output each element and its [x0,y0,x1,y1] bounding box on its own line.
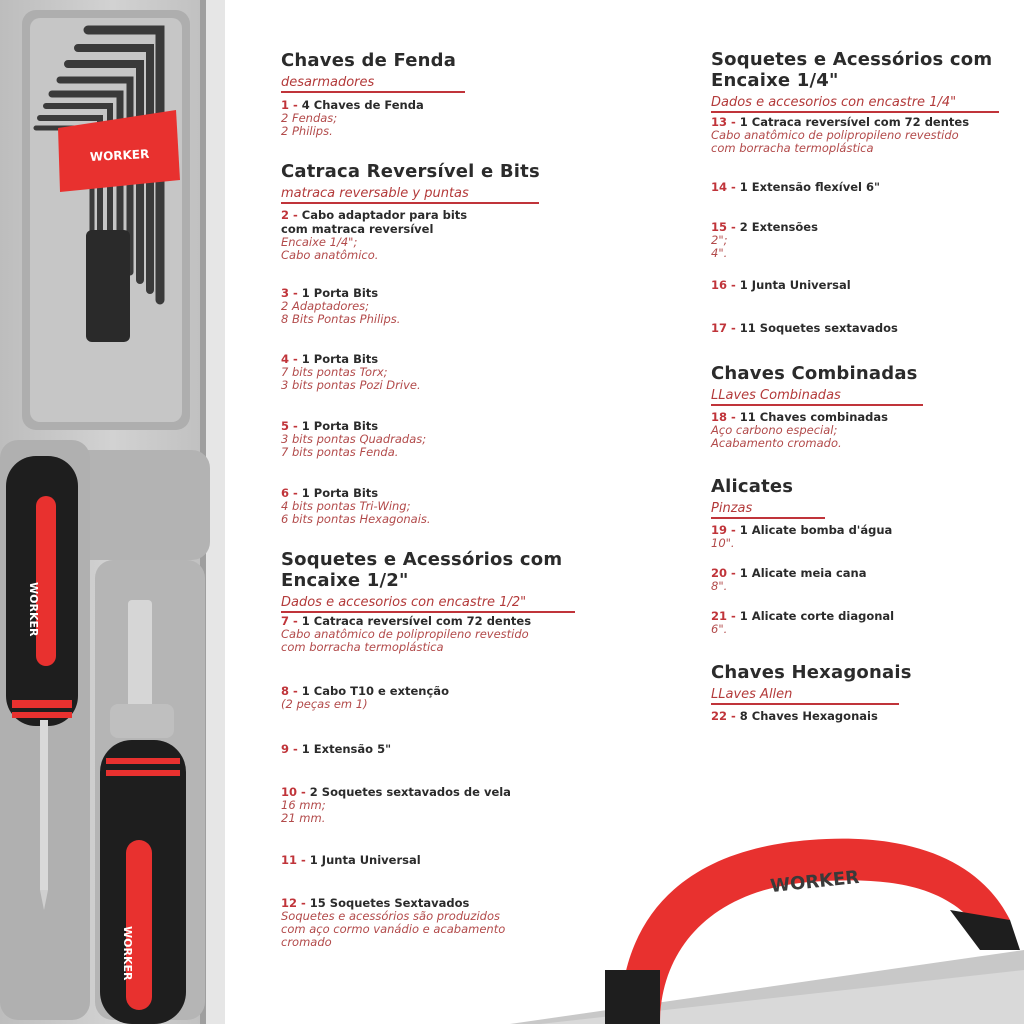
item-detail: Soquetes e acessórios são produzidos com aço cormo vanádio e acabamento cromado [281,909,506,949]
item-detail: Cabo anatômico de polipropileno revestido com borracha termoplástica [281,627,529,654]
section-title: Soquetes e Acessórios com Encaixe 1/2" [281,549,563,591]
list-item: 14 - 1 Extensão flexível 6" [711,180,880,194]
list-item: 18 - 11 Chaves combinadas Aço carbono especial; Acabamento cromado. [711,410,1011,450]
section-chaves-de-fenda [281,50,601,93]
item-detail: 3 bits pontas Quadradas; 7 bits pontas Fenda. [281,432,427,459]
section-subtitle: Dados e accesorios con encastre 1/4" [711,95,999,113]
item-text: 2 Soquetes sextavados de vela [309,785,511,799]
list-item: 6 - 1 Porta Bits 4 bits pontas Tri-Wing; 6 bits pontas Hexagonais. [281,486,601,526]
item-number: 18 [711,410,728,424]
item-detail: 6". [711,622,728,636]
list-item: 5 - 1 Porta Bits 3 bits pontas Quadradas; 7 bits pontas Fenda. [281,419,601,459]
item-number: 17 [711,321,728,335]
list-item: 22 - 8 Chaves Hexagonais [711,709,878,723]
item-number: 3 [281,286,290,300]
item-number: 1 [281,98,290,112]
item-number: 16 [711,278,728,292]
section-soquetes-1-4 [711,49,1011,113]
item-number: 11 [281,853,298,867]
item-text: 1 Porta Bits [301,352,379,366]
section-catraca-reversivel [281,161,601,204]
section-subtitle: desarmadores [281,75,465,93]
item-number: 15 [711,220,728,234]
item-detail: 2"; 4". [711,233,728,260]
list-item: 7 - 1 Catraca reversível com 72 dentes Cabo anatômico de polipropileno revestido com borracha termoplástica [281,614,601,654]
item-number: 9 [281,742,290,756]
item-text: 1 Alicate bomba d'água [739,523,893,537]
item-text: 1 Extensão flexível 6" [739,180,880,194]
item-text: 1 Alicate meia cana [739,566,867,580]
section-alicates [711,476,1011,519]
item-detail: (2 peças em 1) [281,697,368,711]
item-text: 11 Soquetes sextavados [739,321,898,335]
item-detail: 10". [711,536,735,550]
section-title: Chaves Hexagonais [711,662,912,683]
item-detail: Encaixe 1/4"; Cabo anatômico. [281,235,379,262]
item-number: 19 [711,523,728,537]
list-item: 15 - 2 Extensões 2"; 4". [711,220,1011,260]
list-item: 21 - 1 Alicate corte diagonal 6". [711,609,1011,636]
item-text: 1 Junta Universal [739,278,851,292]
section-subtitle: Pinzas [711,501,825,519]
list-item: 12 - 15 Soquetes Sextavados Soquetes e acessórios são produzidos com aço cormo vanádio e acabamento cromado [281,896,601,949]
item-text: 1 Cabo T10 e extenção [301,684,449,698]
item-text: Cabo adaptador para bits com matraca reversível [281,208,468,236]
item-number: 12 [281,896,298,910]
tool-case-image [0,0,225,1024]
item-text: 1 Porta Bits [301,419,379,433]
item-text: 1 Alicate corte diagonal [739,609,895,623]
item-text: 1 Catraca reversível com 72 dentes [301,614,532,628]
list-item: 13 - 1 Catraca reversível com 72 dentes Cabo anatômico de polipropileno revestido com borracha termoplástica [711,115,1011,155]
item-number: 21 [711,609,728,623]
item-number: 13 [711,115,728,129]
item-number: 2 [281,208,290,222]
item-number: 5 [281,419,290,433]
item-text: 11 Chaves combinadas [739,410,888,424]
list-item: 16 - 1 Junta Universal [711,278,851,292]
item-text: 8 Chaves Hexagonais [739,709,878,723]
item-detail: Aço carbono especial; Acabamento cromado. [711,423,842,450]
list-item: 19 - 1 Alicate bomba d'água 10". [711,523,1011,550]
section-title: Chaves de Fenda [281,50,457,71]
item-text: 1 Porta Bits [301,486,379,500]
section-title: Chaves Combinadas [711,363,918,384]
item-text: 15 Soquetes Sextavados [309,896,470,910]
list-item: 2 - Cabo adaptador para bits com matraca reversível Encaixe 1/4"; Cabo anatômico. [281,208,601,262]
screwdriver-brand-label: WORKER [27,582,40,637]
list-item: 3 - 1 Porta Bits 2 Adaptadores; 8 Bits Pontas Philips. [281,286,601,326]
list-item: 4 - 1 Porta Bits 7 bits pontas Torx; 3 bits pontas Pozi Drive. [281,352,601,392]
section-chaves-combinadas [711,363,1011,406]
item-text: 1 Junta Universal [309,853,421,867]
item-number: 20 [711,566,728,580]
section-title: Catraca Reversível e Bits [281,161,540,182]
item-detail: 2 Adaptadores; 8 Bits Pontas Philips. [281,299,401,326]
item-detail: Cabo anatômico de polipropileno revestido com borracha termoplástica [711,128,959,155]
item-number: 8 [281,684,290,698]
item-number: 22 [711,709,728,723]
list-item: 8 - 1 Cabo T10 e extenção (2 peças em 1) [281,684,601,711]
section-title: Soquetes e Acessórios com Encaixe 1/4" [711,49,993,91]
item-detail: 16 mm; 21 mm. [281,798,326,825]
section-soquetes-1-2 [281,549,601,613]
item-text: 4 Chaves de Fenda [301,98,424,112]
holder-brand-label: WORKER [89,146,150,165]
item-detail: 2 Fendas; 2 Philips. [281,111,338,138]
section-chaves-hexagonais [711,662,1011,705]
item-number: 10 [281,785,298,799]
list-item: 10 - 2 Soquetes sextavados de vela 16 mm; 21 mm. [281,785,601,825]
item-number: 14 [711,180,728,194]
list-item: 20 - 1 Alicate meia cana 8". [711,566,1011,593]
section-subtitle: LLaves Combinadas [711,388,923,406]
handle-brand-label: WORKER [769,866,861,898]
list-item: 11 - 1 Junta Universal [281,853,421,867]
item-detail: 7 bits pontas Torx; 3 bits pontas Pozi Drive. [281,365,421,392]
item-detail: 4 bits pontas Tri-Wing; 6 bits pontas Hexagonais. [281,499,431,526]
list-item: 17 - 11 Soquetes sextavados [711,321,898,335]
section-subtitle: LLaves Allen [711,687,899,705]
item-text: 1 Porta Bits [301,286,379,300]
item-text: 1 Catraca reversível com 72 dentes [739,115,970,129]
section-subtitle: Dados e accesorios con encastre 1/2" [281,595,575,613]
section-title: Alicates [711,476,794,497]
item-number: 7 [281,614,290,628]
list-item: 1 - 4 Chaves de Fenda 2 Fendas; 2 Philips. [281,98,601,138]
item-number: 6 [281,486,290,500]
ratchet-brand-label: WORKER [121,926,134,981]
item-number: 4 [281,352,290,366]
item-text: 1 Extensão 5" [301,742,392,756]
list-item: 9 - 1 Extensão 5" [281,742,392,756]
item-text: 2 Extensões [739,220,818,234]
item-detail: 8". [711,579,728,593]
section-subtitle: matraca reversable y puntas [281,186,539,204]
